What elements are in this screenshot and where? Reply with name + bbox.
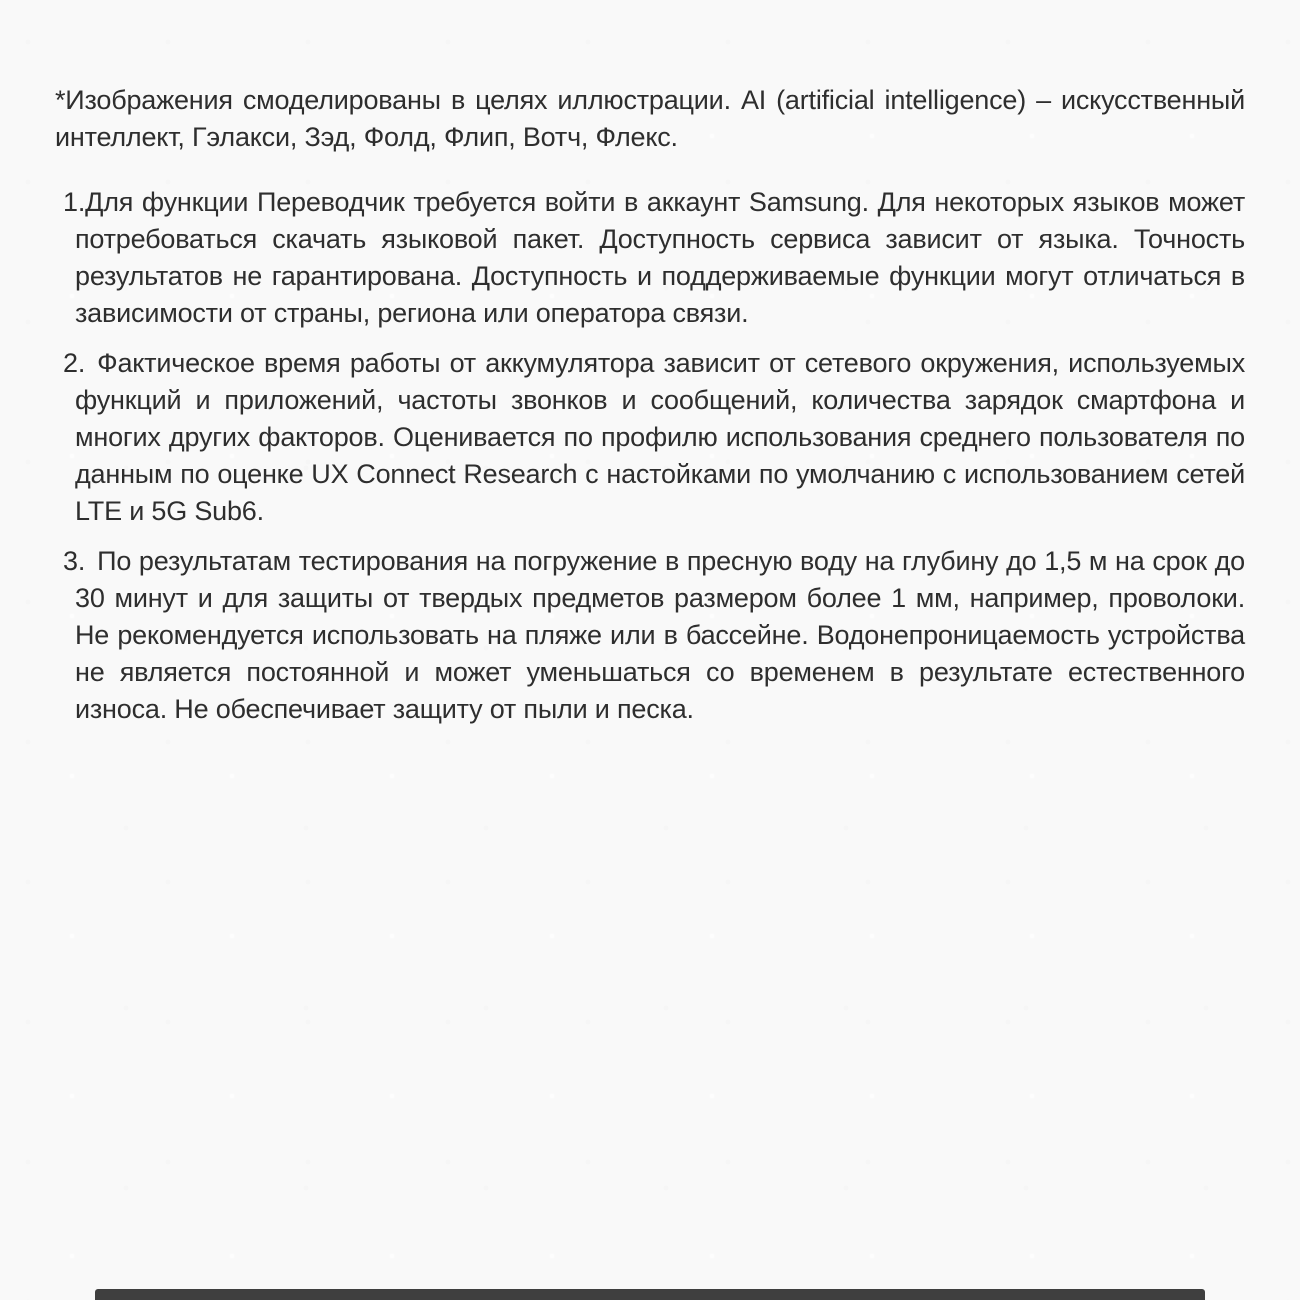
footnote-2-text: Фактическое время работы от аккумулятора зависит от сетевого окружения, используемых функций и приложений, частоты звонков и сообщений, количества зарядок смартфона и многих других факторов. Оценивается по профилю использования среднего пользователя по данным по оценке UX Connect Research с настойками по умолчанию с использованием сетей LTE и 5G Sub6.: [75, 348, 1245, 526]
footnote-1-number: 1.: [63, 187, 86, 217]
footnote-list: [55, 184, 1245, 728]
footnote-1-text: Для функции Переводчик требуется войти в аккаунт Samsung. Для некоторых языков может потребоваться скачать языковой пакет. Доступность сервиса зависит от языка. Точность результатов не гарантирована. Доступность и поддерживаемые функции могут отличаться в зависимости от страны, региона или оператора связи.: [75, 187, 1245, 328]
disclaimer-intro: *Изображения смоделированы в целях иллюстрации. AI (artificial intelligence) – искусственный интеллект, Гэлакси, Зэд, Фолд, Флип, Вотч, Флекс.: [55, 85, 1245, 152]
footnote-2: [63, 345, 1245, 530]
footnote-3-text: По результатам тестирования на погружение в пресную воду на глубину до 1,5 м на срок до 30 минут и для защиты от твердых предметов размером более 1 мм, например, проволоки. Не рекомендуется использовать на пляже или в бассейне. Водонепроницаемость устройства не является постоянной и может уменьшаться со временем в результате естественного износа. Не обеспечивает защиту от пыли и песка.: [75, 546, 1245, 724]
footnote-3-number: 3.: [63, 546, 86, 576]
footnote-2-number: 2.: [63, 348, 86, 378]
footnote-1: [63, 184, 1245, 332]
next-section-edge: [95, 1289, 1205, 1300]
footnote-3: [63, 543, 1245, 728]
